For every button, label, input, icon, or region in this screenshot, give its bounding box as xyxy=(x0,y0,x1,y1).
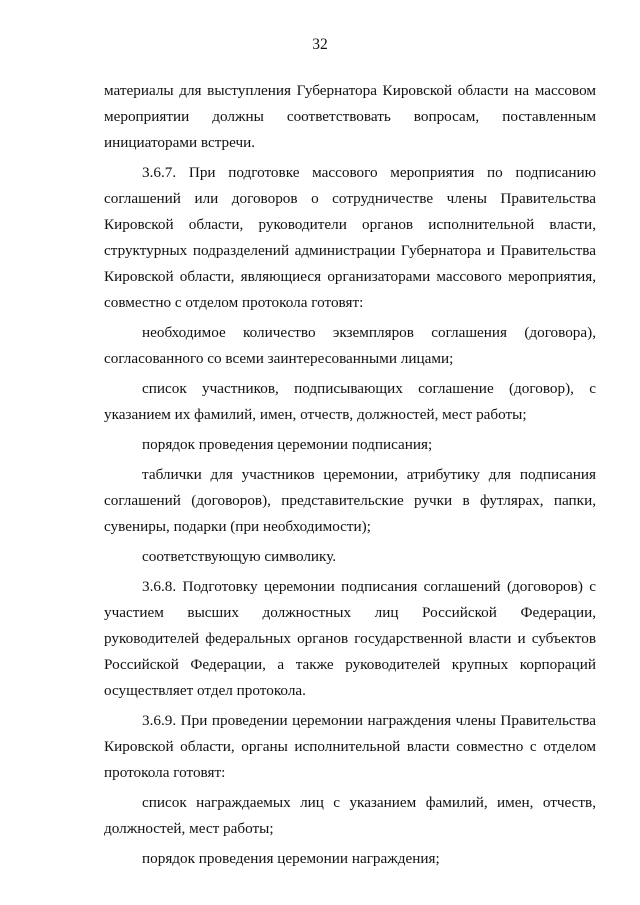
page-number: 32 xyxy=(312,36,328,53)
paragraph-3-6-8: 3.6.8. Подготовку церемонии подписания соглашений (договоров) с участием высших должностных лиц Российской Федерации, руководителей федеральных органов государственной власти и субъектов Российской Федерации, а также руководителей крупных корпораций осуществляет отдел протокола. xyxy=(104,578,596,699)
list-item-symbols: соответствующую символику. xyxy=(142,548,337,565)
list-item-award-order: порядок проведения церемонии награждения; xyxy=(142,850,440,867)
paragraph-3-6-9: 3.6.9. При проведении церемонии награждения члены Правительства Кировской области, органы исполнительной власти совместно с отделом протокола готовят: xyxy=(104,712,596,781)
paragraph-materials: материалы для выступления Губернатора Кировской области на массовом мероприятии должны соответствовать вопросам, поставленным инициаторами встречи. xyxy=(104,82,596,151)
list-item-copies: необходимое количество экземпляров соглашения (договора), согласованного со всеми заинтересованными лицами; xyxy=(104,324,596,367)
list-item-attributes: таблички для участников церемонии, атрибутику для подписания соглашений (договоров), представительские ручки в футлярах, папки, сувениры, подарки (при необходимости); xyxy=(104,466,596,535)
paragraph-3-6-7: 3.6.7. При подготовке массового мероприятия по подписанию соглашений или договоров о сотрудничестве члены Правительства Кировской области, руководители органов исполнительной власти, структурных подразделений администрации Губернатора и Правительства Кировской области, являющиеся организаторами массового мероприятия, совместно с отделом протокола готовят: xyxy=(104,164,596,311)
list-item-awardees: список награждаемых лиц с указанием фамилий, имен, отчеств, должностей, мест работы; xyxy=(104,794,596,837)
list-item-participants: список участников, подписывающих соглашение (договор), с указанием их фамилий, имен, отчеств, должностей, мест работы; xyxy=(104,380,596,423)
document-body xyxy=(104,78,596,876)
list-item-signing-order: порядок проведения церемонии подписания; xyxy=(142,436,433,453)
